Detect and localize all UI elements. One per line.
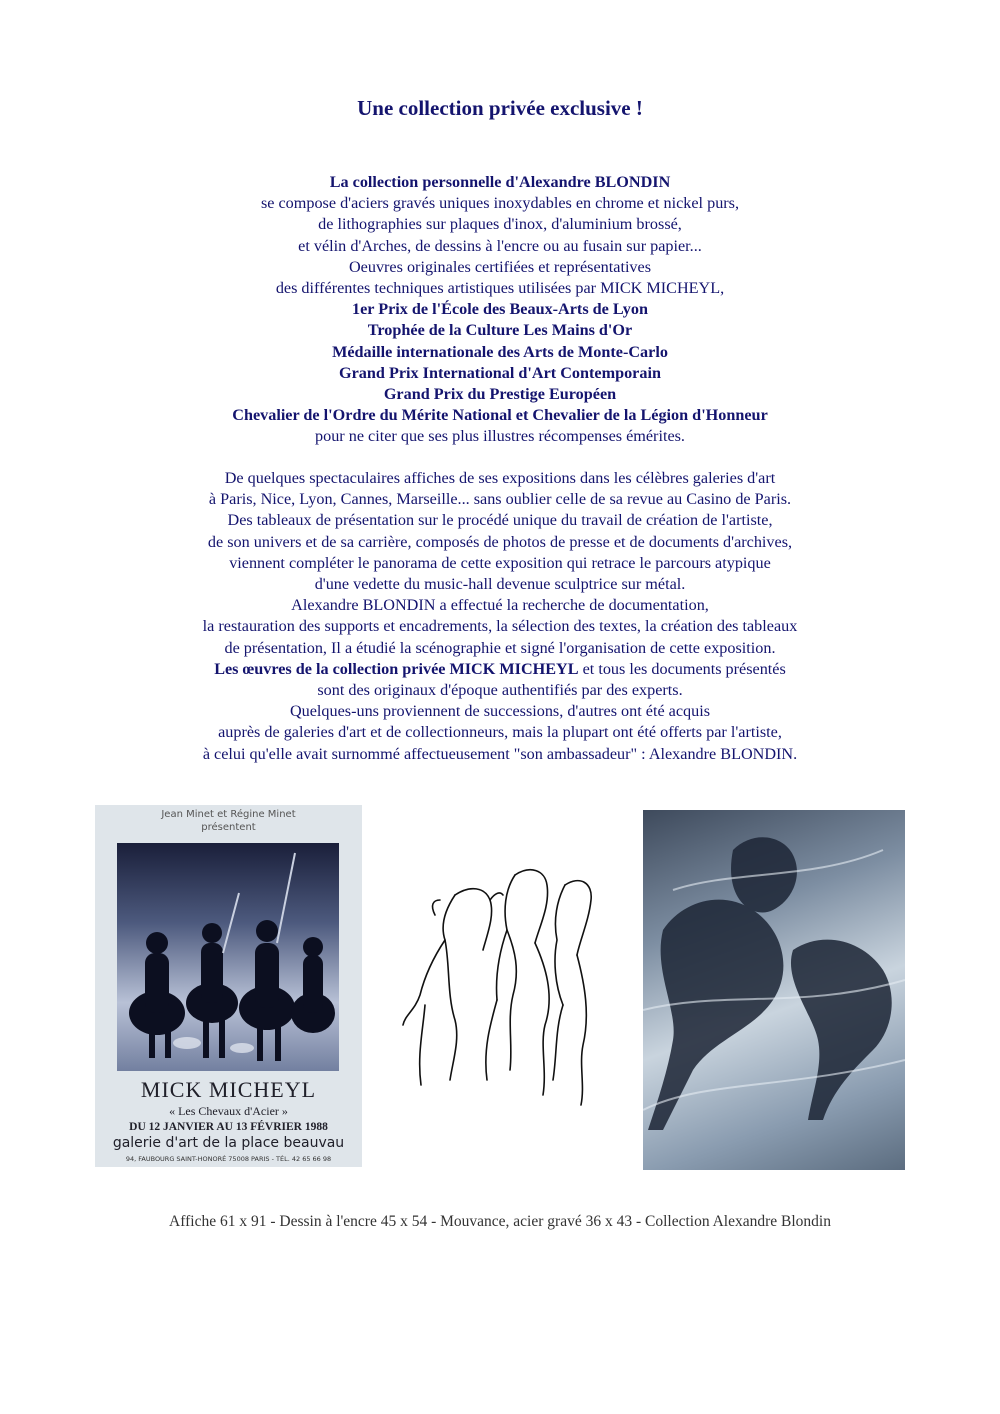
page-title: Une collection privée exclusive ! bbox=[357, 96, 643, 120]
text-line: De quelques spectaculaires affiches de ses expositions dans les célèbres galeries d'art bbox=[224, 469, 776, 487]
text-line: Trophée de la Culture Les Mains d'Or bbox=[367, 321, 633, 340]
text-line: de lithographies sur plaques d'inox, d'aluminium brossé, bbox=[318, 215, 682, 234]
text-line bbox=[0, 659, 1000, 680]
text-line: viennent compléter le panorama de cette exposition qui retrace le parcours atypique bbox=[229, 553, 771, 572]
text-line-rest: et tous les documents présentés bbox=[578, 659, 786, 678]
text-line: auprès de galeries d'art et de collectionneurs, mais la plupart ont été offerts par l'artiste, bbox=[218, 723, 782, 742]
image-caption: Affiche 61 x 91 - Dessin à l'encre 45 x 54 - Mouvance, acier gravé 36 x 43 - Collection Alexandre Blondin bbox=[169, 1213, 831, 1230]
ink-horse-drawing bbox=[395, 855, 615, 1145]
text-line: pour ne citer que ses plus illustres récompenses émérites. bbox=[315, 427, 685, 446]
text-line: et vélin d'Arches, de dessins à l'encre ou au fusain sur papier... bbox=[298, 236, 702, 255]
poster-riders-image bbox=[117, 843, 339, 1071]
text-line: Des tableaux de présentation sur le procédé unique du travail de création de l'artiste, bbox=[227, 511, 773, 530]
artwork-gallery bbox=[0, 800, 1000, 1180]
text-line: à celui qu'elle avait surnommé affectueusement "son ambassadeur" : Alexandre BLONDIN. bbox=[202, 744, 798, 763]
text-line: de présentation, Il a étudié la scénographie et signé l'organisation de cette exposition. bbox=[224, 638, 776, 657]
text-line: Oeuvres originales certifiées et représentatives bbox=[348, 257, 652, 276]
text-line: Grand Prix du Prestige Européen bbox=[383, 385, 617, 404]
text-line: Chevalier de l'Ordre du Mérite National et Chevalier de la Légion d'Honneur bbox=[232, 406, 768, 425]
poster-address: 94, FAUBOURG SAINT-HONORÉ 75008 PARIS - TÉL. 42 65 66 98 bbox=[125, 1155, 332, 1163]
text-line: Quelques-uns proviennent de successions, d'autres ont été acquis bbox=[289, 702, 711, 721]
poster-presenters: Jean Minet et Régine Minet bbox=[161, 809, 296, 820]
exhibition-description bbox=[0, 468, 1000, 765]
poster-exhibition-title: « Les Chevaux d'Acier » bbox=[169, 1104, 288, 1118]
text-line: Alexandre BLONDIN a effectué la recherche de documentation, bbox=[291, 596, 709, 615]
text-line: 1er Prix de l'École des Beaux-Arts de Lyon bbox=[352, 300, 648, 319]
poster-presents: présentent bbox=[201, 822, 256, 833]
poster-dates: DU 12 JANVIER AU 13 FÉVRIER 1988 bbox=[129, 1121, 328, 1133]
text-line: Médaille internationale des Arts de Monte-Carlo bbox=[332, 342, 668, 361]
poster-artist-name: MICK MICHEYL bbox=[140, 1077, 317, 1102]
text-line: d'une vedette du music-hall devenue sculptrice sur métal. bbox=[314, 575, 686, 594]
text-line: à Paris, Nice, Lyon, Cannes, Marseille... sans oublier celle de sa revue au Casino de Paris. bbox=[208, 490, 792, 509]
text-line: la restauration des supports et encadrements, la sélection des textes, la création des tableaux bbox=[202, 617, 798, 636]
text-line: se compose d'aciers gravés uniques inoxydables en chrome et nickel purs, bbox=[260, 194, 740, 213]
text-line-bold-part: Les œuvres de la collection privée MICK MICHEYL bbox=[214, 659, 579, 678]
engraved-steel-horses bbox=[643, 810, 905, 1170]
text-line: de son univers et de sa carrière, composés de photos de presse et de documents d'archives, bbox=[207, 532, 793, 551]
poster-gallery-name: galerie d'art de la place beauvau bbox=[112, 1135, 345, 1151]
text-line: des différentes techniques artistiques utilisées par MICK MICHEYL, bbox=[275, 279, 725, 298]
text-line: Grand Prix International d'Art Contemporain bbox=[339, 363, 661, 382]
collection-description bbox=[0, 172, 1000, 448]
text-line: sont des originaux d'époque authentifiés par des experts. bbox=[317, 681, 683, 700]
text-line: La collection personnelle d'Alexandre BLONDIN bbox=[329, 173, 671, 191]
exhibition-poster bbox=[95, 805, 362, 1167]
